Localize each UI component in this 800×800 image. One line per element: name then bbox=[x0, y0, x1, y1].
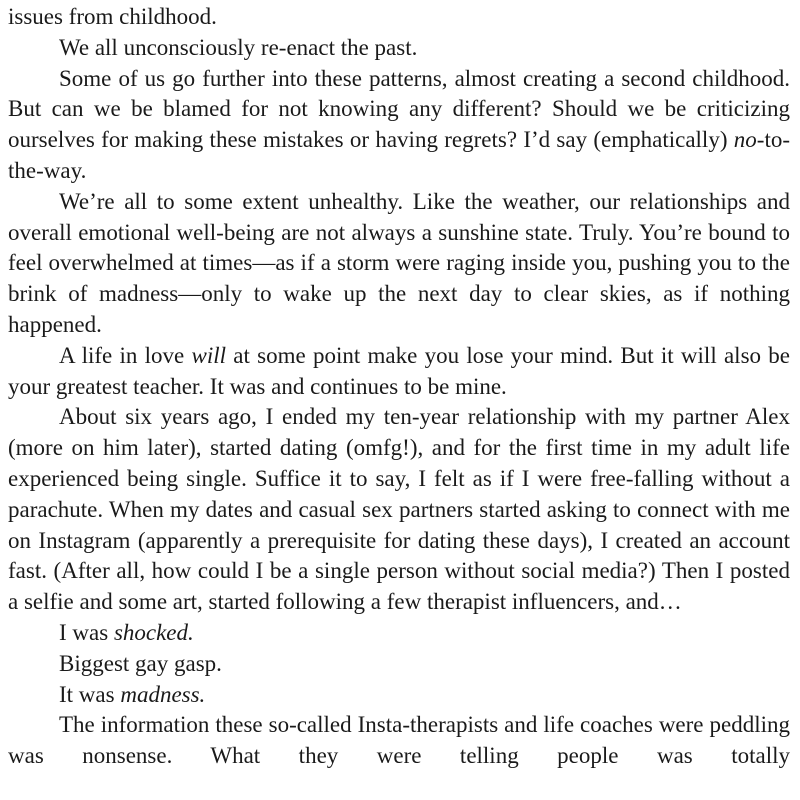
paragraph bbox=[8, 680, 790, 711]
paragraph bbox=[8, 33, 790, 64]
paragraph-text: It was bbox=[59, 681, 121, 707]
paragraph-text: Biggest gay gasp. bbox=[59, 650, 222, 676]
paragraph bbox=[8, 618, 790, 649]
italic-emphasis: will bbox=[191, 342, 227, 368]
italic-emphasis: no bbox=[733, 127, 757, 153]
italic-emphasis: shocked. bbox=[113, 619, 194, 645]
paragraph-text: Some of us go further into these patterns, almost creating a second childhood. But can we be blamed for not knowing any different? Should we be criticizing ourselves for making these mistakes or having regrets? I’d say (emphatically) bbox=[8, 65, 790, 153]
paragraph-text: -to-the-way. bbox=[8, 127, 790, 183]
paragraph-text: A life in love bbox=[59, 342, 192, 368]
paragraph-text: at some point make you lose your mind. But it will also be your greatest teacher. It was and continues to be mine. bbox=[8, 342, 790, 399]
paragraph bbox=[8, 64, 790, 187]
paragraph-text: We’re all to some extent unhealthy. Like the weather, our relationships and overall emotional well-being are not always a sunshine state. Truly. You’re bound to feel overwhelmed at times—as if a storm were raging inside you, pushing you to the brink of madness—only to wake up the next day to clear skies, as if nothing happened. bbox=[8, 188, 790, 337]
paragraph-text: About six years ago, I ended my ten-year relationship with my partner Alex (more on him later), started dating (omfg!), and for the first time in my adult life experienced being single. Suffice it to say, I felt as if I were free-falling without a parachute. When my dates and casual sex partners started asking to connect with me on Instagram (apparently a prerequisite for dating these days), I created an account fast. (After all, how could I be a single person without social media?) Then I posted a selfie and some art, started following a few therapist influencers, and… bbox=[8, 404, 790, 615]
paragraph-text: issues from childhood. bbox=[8, 4, 217, 29]
italic-emphasis: madness. bbox=[120, 681, 206, 707]
paragraph-text: The information these so-called Insta-therapists and life coaches were peddling was nonsense. What they were telling people was totally bbox=[8, 712, 790, 769]
paragraph-text: We all unconsciously re-enact the past. bbox=[59, 34, 418, 60]
paragraph bbox=[8, 402, 790, 618]
paragraph-text: I was bbox=[59, 619, 114, 645]
paragraph bbox=[8, 2, 790, 33]
document-page bbox=[8, 2, 790, 772]
paragraph bbox=[8, 341, 790, 403]
paragraph bbox=[8, 649, 790, 680]
paragraph bbox=[8, 710, 790, 772]
paragraph bbox=[8, 187, 790, 341]
